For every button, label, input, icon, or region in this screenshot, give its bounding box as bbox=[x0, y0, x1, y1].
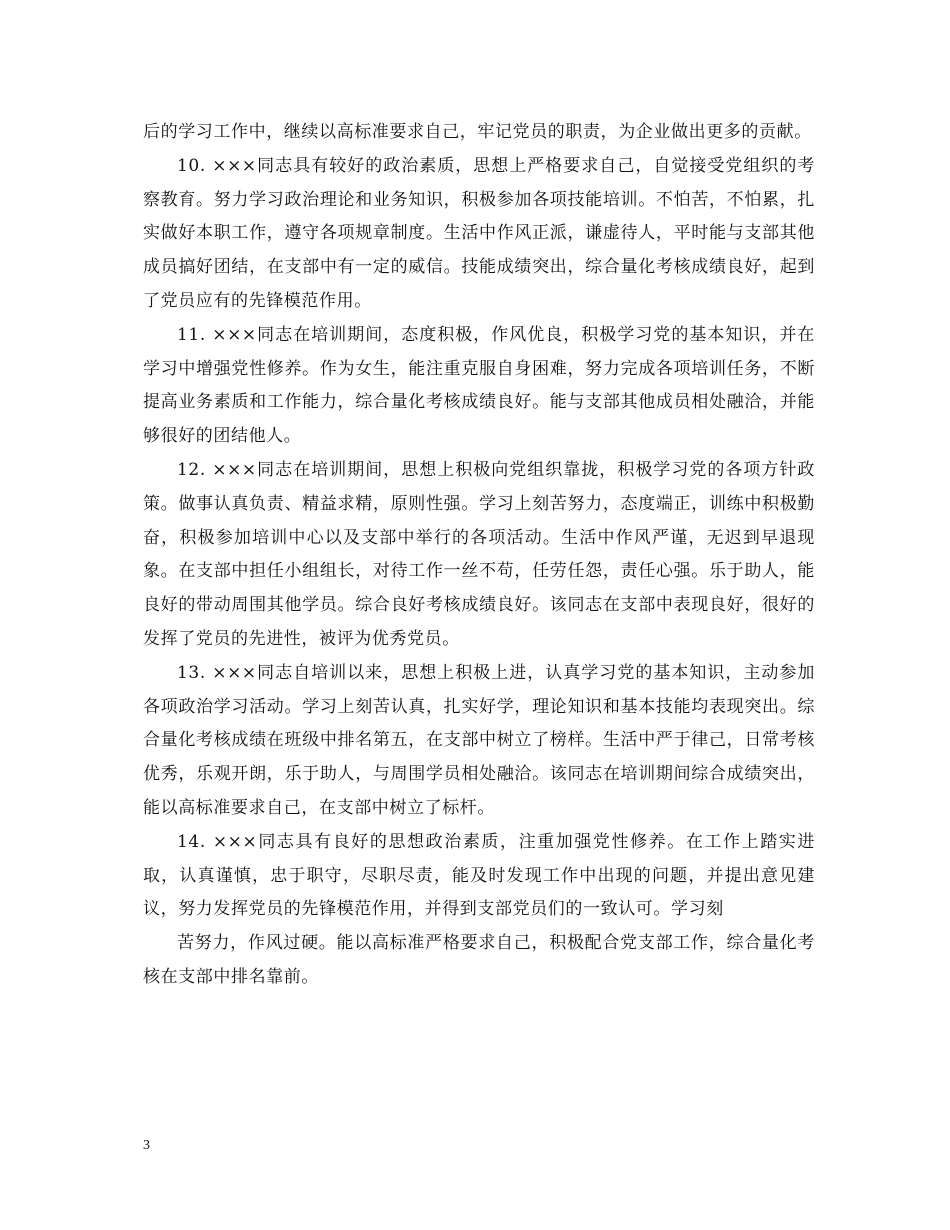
paragraph-continuation: 后的学习工作中，继续以高标准要求自己，牢记党员的职责，为企业做出更多的贡献。 bbox=[143, 122, 812, 142]
paragraph-item-11: 11. ×××同志在培训期间，态度积极，作风优良，积极学习党的基本知识，并在学习中增强党性修养。作为女生，能注重克服自身困难，努力完成各项培训任务，不断提高业务素质和工作能力，综合量化考核成绩良好。能与支部其他成员相处融洽，并能够很好的团结他人。 bbox=[143, 324, 815, 447]
document-body bbox=[143, 116, 815, 995]
page-number: 3 bbox=[143, 1138, 150, 1153]
paragraph-item-14: 14. ×××同志具有良好的思想政治素质，注重加强党性修养。在工作上踏实进取，认真谨慎，忠于职守，尽职尽责，能及时发现工作中出现的问题，并提出意见建议，努力发挥党员的先锋模范作用，并得到支部党员们的一致认可。学习刻 bbox=[143, 831, 815, 920]
paragraph-item-10: 10. ×××同志具有较好的政治素质，思想上严格要求自己，自觉接受党组织的考察教育。努力学习政治理论和业务知识，积极参加各项技能培训。不怕苦，不怕累，扎实做好本职工作，遵守各项规章制度。生活中作风正派，谦虚待人，平时能与支部其他成员搞好团结，在支部中有一定的威信。技能成绩突出，综合量化考核成绩良好，起到了党员应有的先锋模范作用。 bbox=[143, 155, 815, 311]
paragraph-item-13: 13. ×××同志自培训以来，思想上积极上进，认真学习党的基本知识，主动参加各项政治学习活动。学习上刻苦认真，扎实好学，理论知识和基本技能均表现突出。综合量化考核成绩在班级中排名第五，在支部中树立了榜样。生活中严于律己，日常考核优秀，乐观开朗，乐于助人，与周围学员相处融洽。该同志在培训期间综合成绩突出，能以高标准要求自己，在支部中树立了标杆。 bbox=[143, 662, 815, 818]
paragraph-item-12: 12. ×××同志在培训期间，思想上积极向党组织靠拢，积极学习党的各项方针政策。做事认真负责、精益求精，原则性强。学习上刻苦努力，态度端正，训练中积极勤奋，积极参加培训中心以及支部中举行的各项活动。生活中作风严谨，无迟到早退现象。在支部中担任小组组长，对待工作一丝不苟，任劳任怨，责任心强。乐于助人，能良好的带动周围其他学员。综合良好考核成绩良好。该同志在支部中表现良好，很好的发挥了党员的先进性，被评为优秀党员。 bbox=[143, 459, 815, 649]
paragraph-item-14-continued: 苦努力，作风过硬。能以高标准严格要求自己，积极配合党支部工作，综合量化考核在支部中排名靠前。 bbox=[143, 933, 815, 987]
